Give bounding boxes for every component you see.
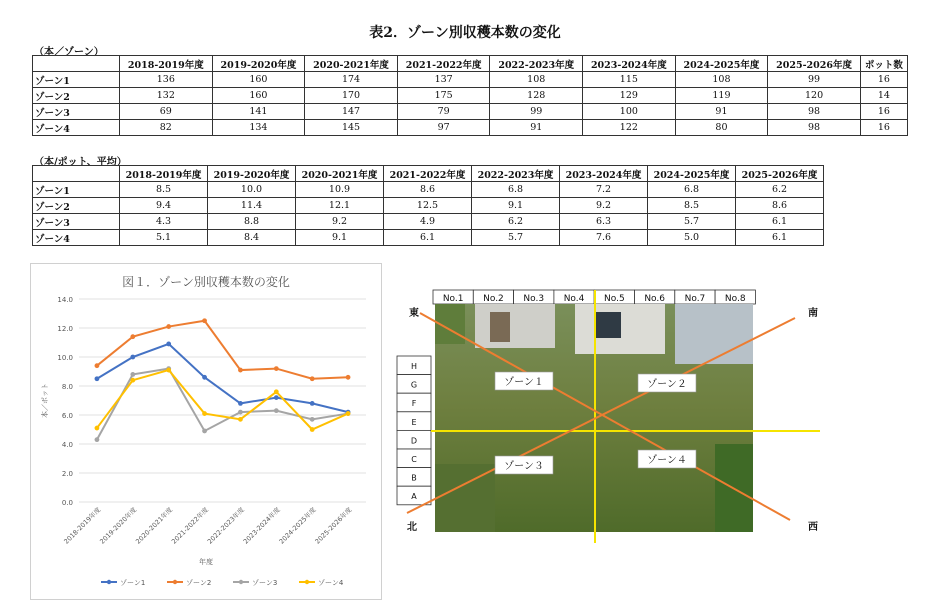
table-cell: 137 bbox=[397, 72, 490, 88]
column-label: No.7 bbox=[684, 294, 706, 304]
table-cell: 5.7 bbox=[472, 230, 560, 246]
table-cell: 119 bbox=[675, 88, 768, 104]
table-cell: 82 bbox=[120, 120, 213, 136]
table-row bbox=[33, 198, 824, 214]
data-point bbox=[238, 401, 243, 406]
y-tick-label: 8.0 bbox=[61, 383, 73, 391]
legend-marker bbox=[173, 580, 177, 584]
table-cell: 6.8 bbox=[648, 182, 736, 198]
y-tick-label: 10.0 bbox=[57, 354, 73, 362]
column-label: No.4 bbox=[563, 294, 585, 304]
table-cell: 10.9 bbox=[296, 182, 384, 198]
zone-label: ゾーン３ bbox=[504, 461, 544, 472]
series-line-2 bbox=[97, 321, 348, 379]
legend-label: ゾーン1 bbox=[120, 579, 146, 587]
table-cell: 174 bbox=[305, 72, 398, 88]
table1-unit: （本／ゾーン） bbox=[34, 47, 104, 58]
legend-marker bbox=[305, 580, 309, 584]
table-cell: 115 bbox=[583, 72, 676, 88]
table-cell: 16 bbox=[860, 104, 907, 120]
data-point bbox=[202, 318, 207, 323]
row-header: ゾーン4 bbox=[33, 120, 120, 136]
column-label: No.3 bbox=[523, 294, 545, 304]
table-row bbox=[33, 182, 824, 198]
legend-marker bbox=[239, 580, 243, 584]
table-cell: 11.4 bbox=[208, 198, 296, 214]
x-tick-label: 2018-2019年度 bbox=[62, 505, 103, 546]
column-header: 2025-2026年度 bbox=[768, 56, 861, 72]
table-cell: 6.1 bbox=[736, 214, 824, 230]
row-label: E bbox=[411, 417, 417, 427]
table-cell: 8.5 bbox=[648, 198, 736, 214]
table-cell: 6.1 bbox=[384, 230, 472, 246]
column-label: No.8 bbox=[724, 294, 746, 304]
table-row bbox=[33, 104, 908, 120]
table-row bbox=[33, 230, 824, 246]
table-cell: 108 bbox=[490, 72, 583, 88]
data-point bbox=[130, 355, 135, 360]
row-header: ゾーン1 bbox=[33, 72, 120, 88]
table-cell: 7.2 bbox=[560, 182, 648, 198]
column-label: No.2 bbox=[483, 294, 504, 304]
photo-window bbox=[595, 312, 621, 338]
data-point bbox=[130, 378, 135, 383]
row-label: C bbox=[411, 455, 417, 464]
table-cell: 9.1 bbox=[296, 230, 384, 246]
row-label: D bbox=[410, 436, 418, 446]
table-cell: 6.8 bbox=[472, 182, 560, 198]
table-row bbox=[33, 88, 908, 104]
table-cell: 10.0 bbox=[208, 182, 296, 198]
data-point bbox=[310, 376, 315, 381]
table-cell: 6.3 bbox=[560, 214, 648, 230]
table-cell: 134 bbox=[212, 120, 305, 136]
line-chart bbox=[31, 264, 381, 599]
zone-label: ゾーン２ bbox=[647, 379, 687, 390]
photo-door bbox=[490, 312, 510, 342]
table-cell: 6.2 bbox=[472, 214, 560, 230]
zone-label: ゾーン４ bbox=[647, 455, 687, 466]
column-header: 2022-2023年度 bbox=[490, 56, 583, 72]
table-cell: 8.6 bbox=[736, 198, 824, 214]
data-point bbox=[202, 429, 207, 434]
y-tick-label: 12.0 bbox=[57, 325, 73, 333]
column-header: 2024-2025年度 bbox=[675, 56, 768, 72]
row-header: ゾーン2 bbox=[33, 198, 120, 214]
table-cell: 98 bbox=[768, 104, 861, 120]
table-cell: 145 bbox=[305, 120, 398, 136]
field-photo-figure bbox=[395, 288, 825, 538]
data-point bbox=[95, 376, 100, 381]
table-cell: 100 bbox=[583, 104, 676, 120]
row-label: G bbox=[410, 380, 418, 390]
table-cell: 12.5 bbox=[384, 198, 472, 214]
table-cell: 129 bbox=[583, 88, 676, 104]
table-cell: 9.4 bbox=[120, 198, 208, 214]
data-point bbox=[274, 389, 279, 394]
table-cell: 79 bbox=[397, 104, 490, 120]
x-tick-label: 2021-2022年度 bbox=[170, 505, 210, 546]
table-cell: 9.2 bbox=[296, 214, 384, 230]
row-header: ゾーン1 bbox=[33, 182, 120, 198]
harvest-count-table bbox=[32, 55, 908, 136]
data-point bbox=[310, 427, 315, 432]
row-header: ゾーン2 bbox=[33, 88, 120, 104]
table-cell: 175 bbox=[397, 88, 490, 104]
column-header: 2022-2023年度 bbox=[472, 166, 560, 182]
column-header: 2020-2021年度 bbox=[296, 166, 384, 182]
data-point bbox=[238, 368, 243, 373]
y-tick-label: 2.0 bbox=[61, 470, 73, 478]
data-point bbox=[202, 375, 207, 380]
row-header: ゾーン4 bbox=[33, 230, 120, 246]
photo-building bbox=[675, 304, 753, 364]
column-header: 2020-2021年度 bbox=[305, 56, 398, 72]
y-tick-label: 14.0 bbox=[57, 296, 73, 304]
table-row bbox=[33, 120, 908, 136]
column-header: 2018-2019年度 bbox=[120, 166, 208, 182]
column-label: No.5 bbox=[604, 294, 625, 304]
table-cell: 128 bbox=[490, 88, 583, 104]
table-cell: 120 bbox=[768, 88, 861, 104]
data-point bbox=[166, 368, 171, 373]
column-header: 2018-2019年度 bbox=[120, 56, 213, 72]
table-row bbox=[33, 214, 824, 230]
x-tick-label: 2020-2021年度 bbox=[134, 505, 175, 546]
table-cell: 122 bbox=[583, 120, 676, 136]
row-header: ゾーン3 bbox=[33, 104, 120, 120]
y-tick-label: 6.0 bbox=[61, 412, 73, 420]
table-cell: 4.3 bbox=[120, 214, 208, 230]
column-header: 2024-2025年度 bbox=[648, 166, 736, 182]
table-cell: 7.6 bbox=[560, 230, 648, 246]
direction-east: 東 bbox=[409, 308, 419, 319]
table-cell: 98 bbox=[768, 120, 861, 136]
table-cell: 4.9 bbox=[384, 214, 472, 230]
data-point bbox=[274, 366, 279, 371]
column-header: 2019-2020年度 bbox=[212, 56, 305, 72]
data-point bbox=[310, 417, 315, 422]
legend-marker bbox=[107, 580, 111, 584]
data-point bbox=[95, 363, 100, 368]
table-cell: 5.1 bbox=[120, 230, 208, 246]
table-cell: 5.7 bbox=[648, 214, 736, 230]
data-point bbox=[95, 437, 100, 442]
table-cell: 136 bbox=[120, 72, 213, 88]
table-cell: 99 bbox=[490, 104, 583, 120]
table2-unit: （本/ポット、平均） bbox=[34, 157, 127, 168]
x-tick-label: 2023-2024年度 bbox=[241, 505, 282, 546]
direction-south: 南 bbox=[808, 308, 818, 319]
x-tick-label: 2022-2023年度 bbox=[205, 505, 246, 546]
row-header: ゾーン3 bbox=[33, 214, 120, 230]
table-cell: 108 bbox=[675, 72, 768, 88]
x-tick-label: 2024-2025年度 bbox=[277, 505, 318, 546]
table-cell: 5.0 bbox=[648, 230, 736, 246]
table-cell: 170 bbox=[305, 88, 398, 104]
data-point bbox=[130, 334, 135, 339]
table-cell: 16 bbox=[860, 120, 907, 136]
table-cell: 6.1 bbox=[736, 230, 824, 246]
data-point bbox=[274, 395, 279, 400]
page-title: 表2．ゾーン別収穫本数の変化 bbox=[369, 25, 561, 41]
column-header: 2023-2024年度 bbox=[560, 166, 648, 182]
column-header bbox=[33, 56, 120, 72]
table-cell: 14 bbox=[860, 88, 907, 104]
legend-label: ゾーン2 bbox=[186, 579, 212, 587]
harvest-per-pot-table bbox=[32, 165, 824, 246]
direction-west: 西 bbox=[808, 522, 818, 533]
table-cell: 8.5 bbox=[120, 182, 208, 198]
table-cell: 80 bbox=[675, 120, 768, 136]
x-axis-title: 年度 bbox=[199, 558, 213, 566]
row-label: A bbox=[411, 492, 417, 502]
table-cell: 147 bbox=[305, 104, 398, 120]
x-tick-label: 2025-2026年度 bbox=[313, 505, 354, 546]
data-point bbox=[238, 417, 243, 422]
table-header-row bbox=[33, 166, 824, 182]
data-point bbox=[202, 411, 207, 416]
table-cell: 160 bbox=[212, 72, 305, 88]
table-cell: 97 bbox=[397, 120, 490, 136]
column-header: ポット数 bbox=[860, 56, 907, 72]
line-chart-panel bbox=[30, 263, 382, 600]
column-header bbox=[33, 166, 120, 182]
table-cell: 16 bbox=[860, 72, 907, 88]
row-label: H bbox=[410, 362, 418, 371]
data-point bbox=[310, 401, 315, 406]
table-row bbox=[33, 72, 908, 88]
table-header-row bbox=[33, 56, 908, 72]
x-tick-label: 2019-2020年度 bbox=[98, 505, 139, 546]
table-cell: 91 bbox=[675, 104, 768, 120]
y-axis-title: 本／ポット bbox=[41, 383, 49, 418]
table-cell: 9.2 bbox=[560, 198, 648, 214]
table-cell: 69 bbox=[120, 104, 213, 120]
direction-north: 北 bbox=[407, 522, 417, 533]
column-header: 2021-2022年度 bbox=[384, 166, 472, 182]
column-header: 2025-2026年度 bbox=[736, 166, 824, 182]
table-cell: 6.2 bbox=[736, 182, 824, 198]
table-cell: 132 bbox=[120, 88, 213, 104]
data-point bbox=[95, 426, 100, 431]
legend-label: ゾーン3 bbox=[252, 579, 278, 587]
data-point bbox=[130, 372, 135, 377]
table-cell: 160 bbox=[212, 88, 305, 104]
column-header: 2019-2020年度 bbox=[208, 166, 296, 182]
column-header: 2023-2024年度 bbox=[583, 56, 676, 72]
column-header: 2021-2022年度 bbox=[397, 56, 490, 72]
legend-label: ゾーン4 bbox=[318, 579, 344, 587]
y-tick-label: 0.0 bbox=[61, 499, 73, 507]
data-point bbox=[346, 411, 351, 416]
data-point bbox=[166, 324, 171, 329]
table-cell: 8.6 bbox=[384, 182, 472, 198]
column-label: No.1 bbox=[442, 294, 464, 304]
data-point bbox=[166, 342, 171, 347]
table-cell: 141 bbox=[212, 104, 305, 120]
zone-label: ゾーン１ bbox=[504, 377, 544, 388]
table-cell: 99 bbox=[768, 72, 861, 88]
data-point bbox=[346, 375, 351, 380]
photo-building bbox=[475, 304, 555, 348]
data-point bbox=[238, 410, 243, 415]
field-photo-diagram bbox=[395, 288, 825, 548]
table-cell: 9.1 bbox=[472, 198, 560, 214]
table-cell: 91 bbox=[490, 120, 583, 136]
column-label: No.6 bbox=[644, 294, 665, 304]
chart-title: 図１．ゾーン別収穫本数の変化 bbox=[122, 275, 290, 289]
data-point bbox=[274, 408, 279, 413]
table-cell: 8.8 bbox=[208, 214, 296, 230]
row-label: F bbox=[411, 399, 417, 409]
table-cell: 12.1 bbox=[296, 198, 384, 214]
y-tick-label: 4.0 bbox=[61, 441, 73, 449]
table-cell: 8.4 bbox=[208, 230, 296, 246]
row-label: B bbox=[411, 473, 417, 483]
